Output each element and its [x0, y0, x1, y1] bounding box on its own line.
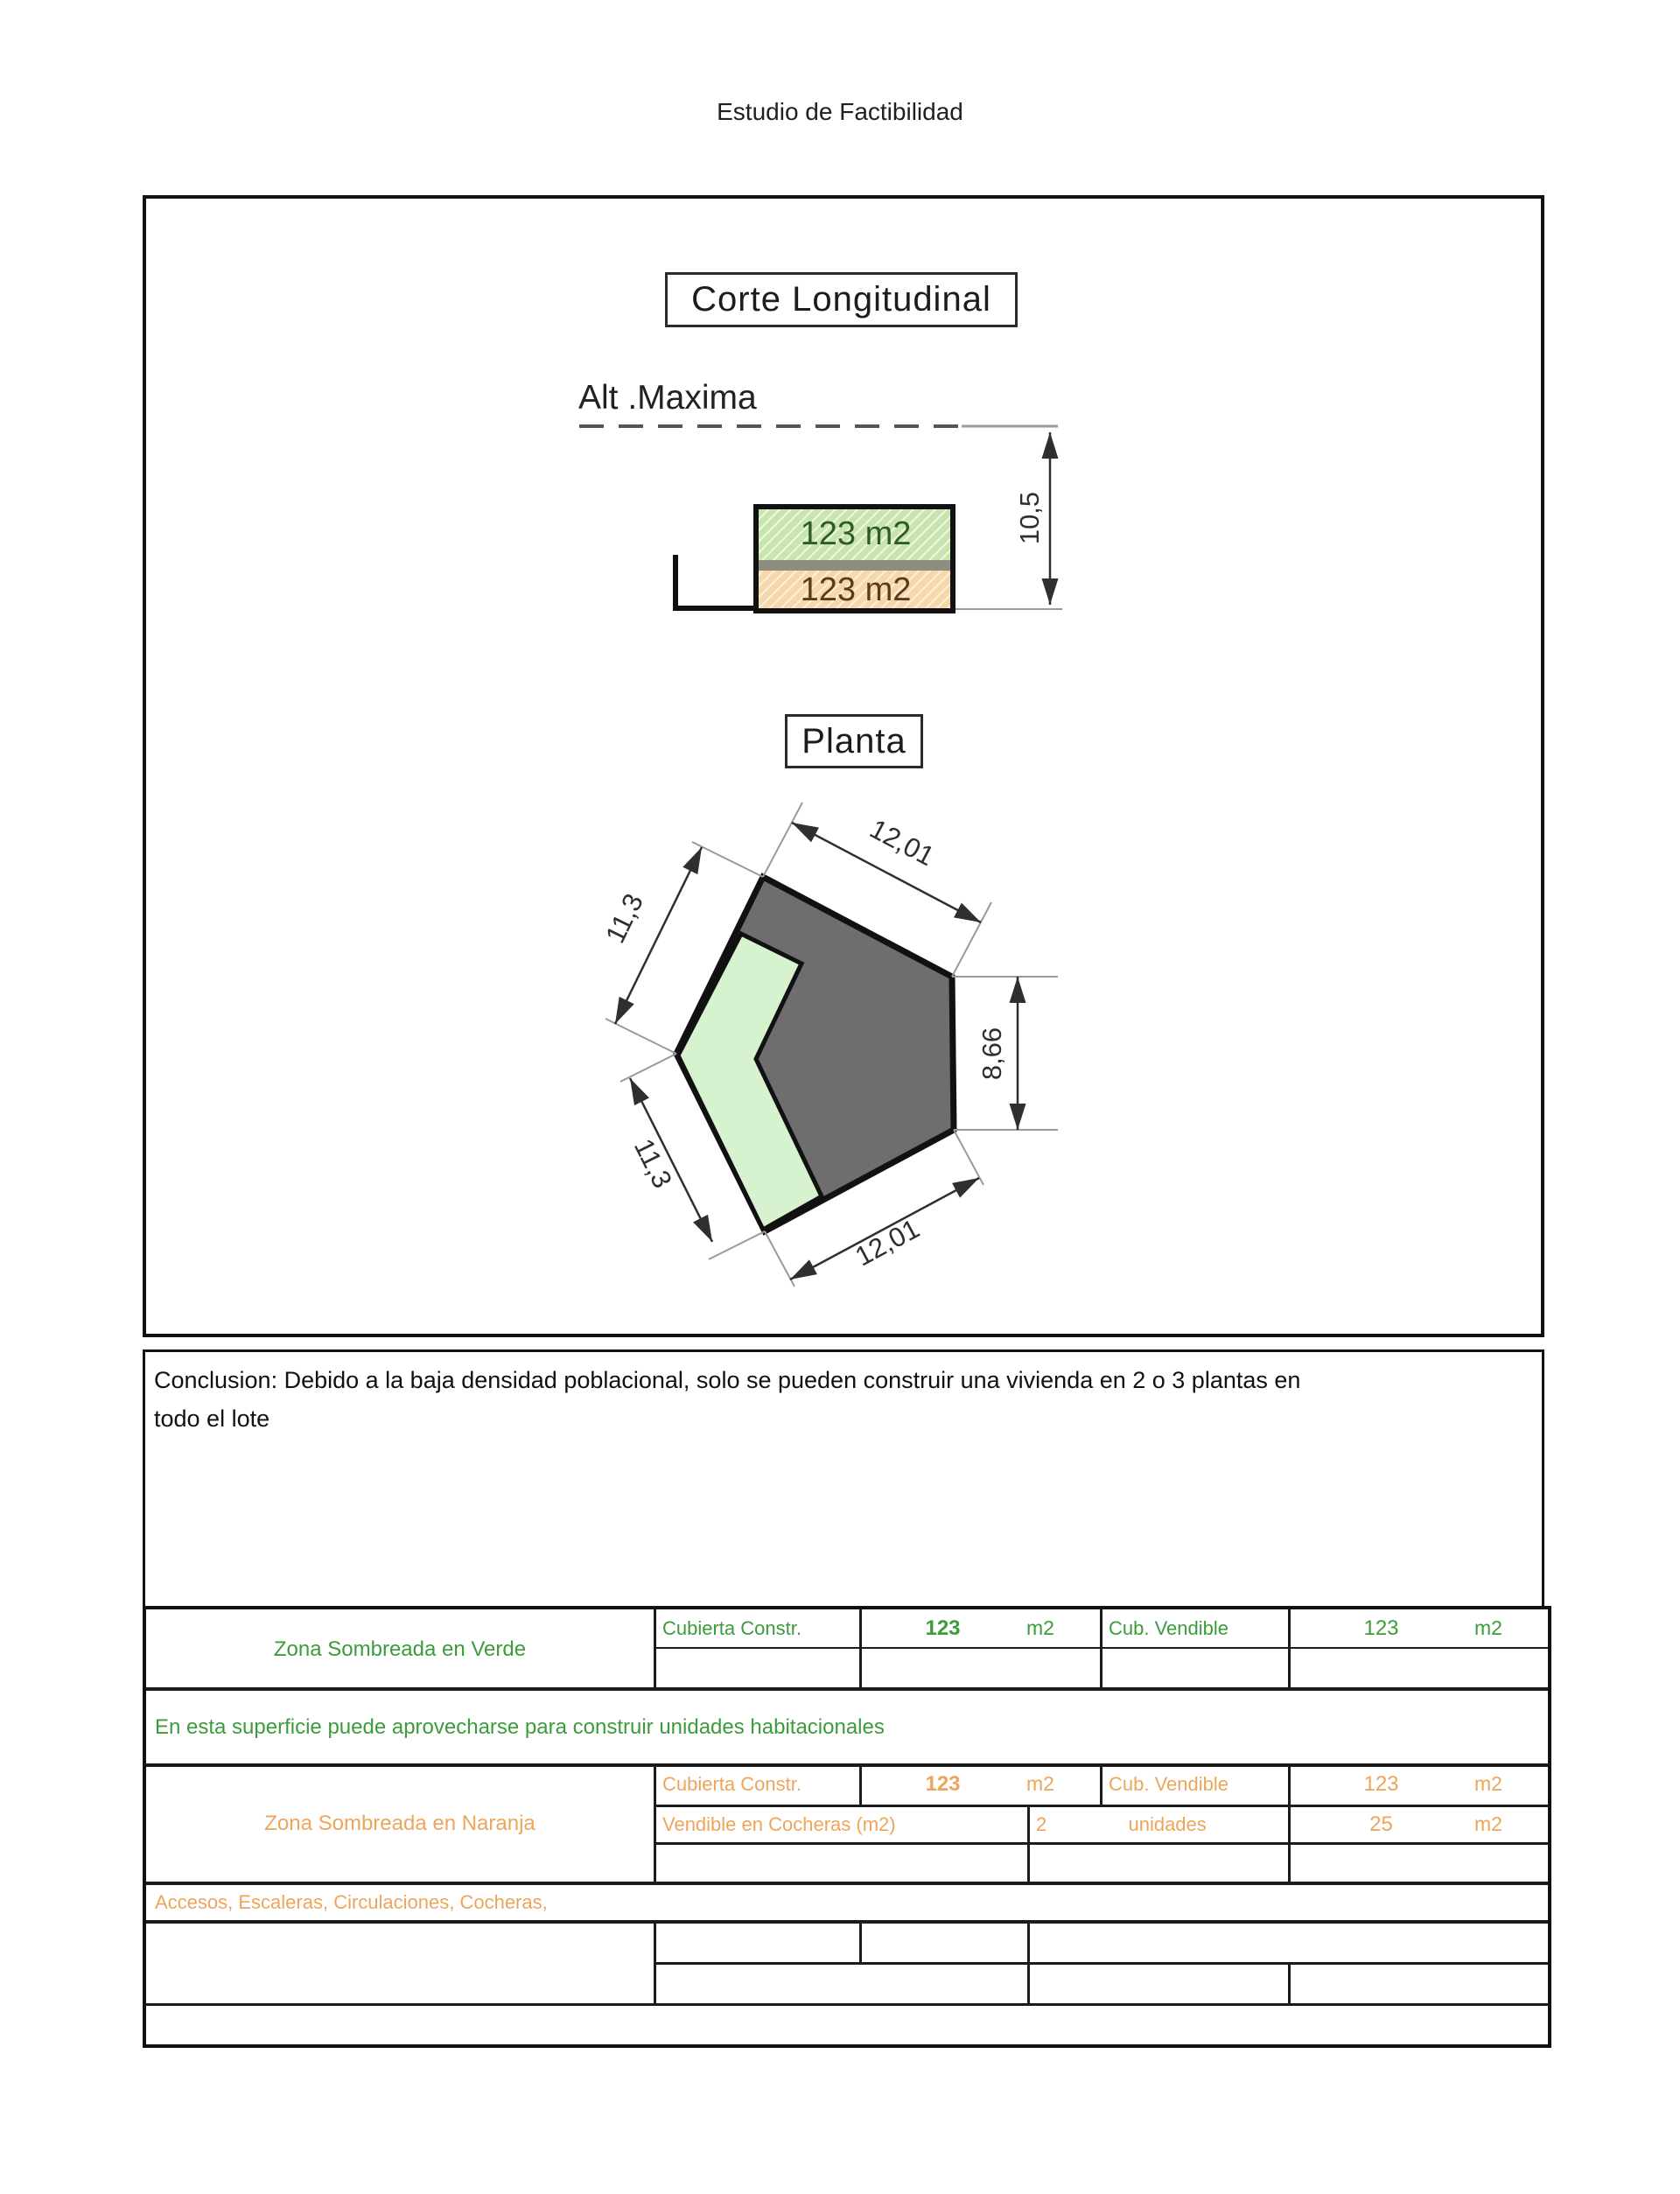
section-title-box [665, 272, 1018, 327]
section-title: Corte Longitudinal [691, 280, 991, 319]
ground-line [676, 555, 756, 608]
drawing-area [143, 195, 1544, 1337]
orange-sellable-value: 123 [1363, 1771, 1399, 1796]
orange-sellable-value-cell [1288, 1763, 1548, 1805]
orange-covered-unit: m2 [1026, 1772, 1054, 1795]
plan-dim-bottom: 12,01 [850, 1212, 925, 1272]
green-covered-unit: m2 [1026, 1616, 1054, 1639]
architectural-drawing [146, 199, 1548, 1341]
plan-dim-upper-left: 11,3 [599, 888, 650, 949]
section-drawing [676, 507, 953, 611]
grid-line [1288, 1962, 1291, 2005]
green-sellable-label: Cub. Vendible [1109, 1616, 1228, 1639]
orange-sellable-label: Cub. Vendible [1109, 1772, 1228, 1795]
green-sellable-unit: m2 [1474, 1616, 1502, 1639]
green-covered-value: 123 [925, 1616, 961, 1640]
section-upper-area-label: 123 m2 [800, 515, 912, 552]
grid-line [1027, 1920, 1030, 2005]
plan-dim-right: 8,66 [976, 1027, 1007, 1081]
height-dimension-label: 10,5 [1014, 491, 1045, 545]
garage-value: 25 [1369, 1812, 1393, 1836]
garage-qty-cell [1027, 1806, 1288, 1842]
summary-table [143, 1606, 1551, 2048]
plan-title: Planta [802, 721, 906, 761]
green-covered-label: Cubierta Constr. [662, 1616, 802, 1639]
grid-line [859, 1920, 862, 1964]
plan-title-box [785, 714, 923, 768]
orange-covered-label: Cubierta Constr. [662, 1772, 802, 1795]
plan-dim-lower-left: 11,3 [627, 1133, 678, 1194]
garage-value-cell [1288, 1806, 1548, 1842]
orange-covered-value-cell [859, 1763, 1100, 1805]
alt-maxima-label: Alt .Maxima [578, 379, 757, 417]
conclusion-box [143, 1349, 1544, 1606]
garage-unit: m2 [1474, 1812, 1502, 1835]
green-note: En esta superficie puede aprovecharse para construir unidades habitacionales [155, 1714, 885, 1739]
garage-label: Vendible en Cocheras (m2) [662, 1812, 896, 1835]
conclusion-line2: todo el lote [154, 1405, 270, 1432]
garage-qty: 2 [1036, 1812, 1047, 1835]
green-sellable-value: 123 [1363, 1616, 1399, 1640]
grid-line [654, 1842, 1548, 1845]
section-lower-area-label: 123 m2 [800, 571, 912, 608]
grid-line [146, 2003, 1548, 2006]
grid-line [654, 1962, 1548, 1965]
plan-dim-top: 12,01 [864, 813, 940, 873]
orange-sellable-unit: m2 [1474, 1772, 1502, 1795]
orange-footer: Accesos, Escaleras, Circulaciones, Cocheras, [155, 1891, 548, 1913]
orange-zone-label: Zona Sombreada en Naranja [264, 1811, 536, 1835]
green-sellable-value-cell [1288, 1609, 1548, 1647]
conclusion-line1: Conclusion: Debido a la baja densidad poblacional, solo se pueden construir una vivienda en 2 o 3 plantas en [154, 1367, 1301, 1393]
green-zone-label: Zona Sombreada en Verde [273, 1637, 527, 1661]
grid-line [146, 1920, 1548, 1924]
section-slab-band [756, 560, 953, 571]
plan-drawing [599, 803, 1058, 1286]
grid-line [654, 1920, 656, 2005]
orange-covered-value: 123 [925, 1771, 961, 1796]
garage-qty-unit: unidades [1128, 1812, 1207, 1835]
document-title: Estudio de Factibilidad [717, 98, 963, 125]
green-covered-value-cell [859, 1609, 1100, 1647]
